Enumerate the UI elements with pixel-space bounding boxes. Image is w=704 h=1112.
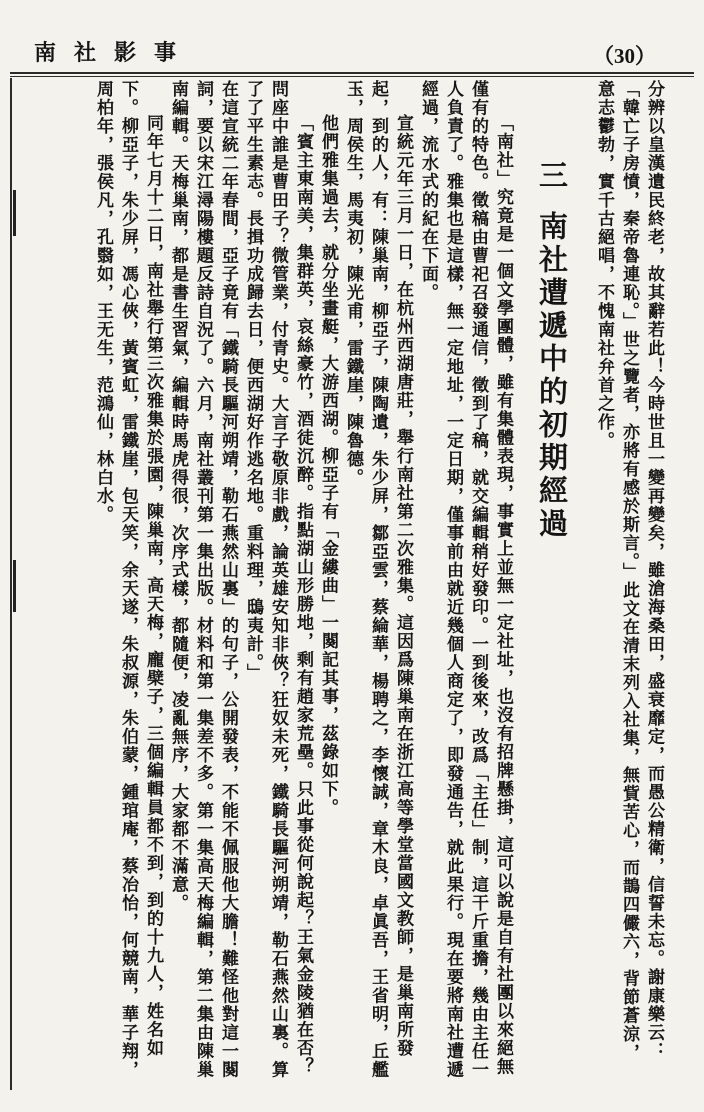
- running-header-title: 南社影事: [34, 40, 195, 66]
- left-border-rule: [10, 78, 12, 1090]
- top-border-rule-inner: [10, 76, 694, 77]
- body-paragraph: 他們雅集過去，就分坐畫艇，大游西湖。柳亞子有「金縷曲」一闋記其事，茲錄如下。: [318, 114, 338, 817]
- body-paragraph: 同年七月十二日，南社舉行第三次雅集於張園，陳巢南，高天梅，龐檗子，三個編輯員都不到，到的十九人，姓名如下。柳亞子，朱少屏，馮心俠，黃賓虹，雷鐵崖，包天笑，余天遂，朱叔源，朱伯蒙，鍾琯庵，蔡冶怡，何競南，華子翔，周柏年，張侯凡，孔翳如，王无生，范鴻仙，林白水。: [93, 80, 163, 1079]
- margin-mark: [13, 190, 16, 236]
- poem-paragraph: 「賓主東南美，集群英，哀絲豪竹，酒徒沉醉。指點湖山形勝地，剩有趙家荒壘。只此事從何說起？王氣金陵猶在否？問座中誰是曹田子？微管業，付青史。大言子敬原非戲，論英雄安知非俠？狂奴未死，鐵騎長驅河朔靖，勒石燕然山裏。算了了平生素志。長揖功成歸去日，便西湖好作逃名地。重料理，鴟夷計。」: [243, 80, 313, 1079]
- margin-mark: [13, 560, 16, 612]
- body-paragraph: 在這宣統二年春間，亞子竟有「鐵騎長驅河朔靖，勒石燕然山裏」的句子，公開發表，不能不佩服他大膽！難怪他對這一闋詞，要以宋江潯陽樓題反詩自況了。六月，南社叢刊第一集出版。材料和第一集差不多。第一集高天梅編輯，第二集由陳巢南編輯。天梅巢南，都是書生習氣，編輯時馬虎得很，次序式樣，都隨便，凌亂無序，大家都不滿意。: [168, 80, 238, 1079]
- section-heading: [535, 90, 569, 1070]
- intro-paragraph: 分辨以皇漢遺民終老，故其辭若此！今時世且一變再變矣，雖滄海桑田，盛衰靡定，而愚公精衛，信誓未忘。謝康樂云：「韓亡子房憤，秦帝魯連恥。」世之覽者，亦將有感於斯言。」此文在清末列入社集，無貲苦心，而鵲四儼六，背節蒼涼，意志鬱勃，實千古絕唱，不愧南社弁首之作。: [594, 80, 664, 1062]
- page-number: （30）: [593, 44, 656, 68]
- section-title: 南社遭遞中的初期經過: [535, 211, 569, 541]
- section-number: 三: [535, 160, 569, 193]
- top-border-rule: [10, 72, 694, 74]
- body-paragraph: 宣統元年三月一日，在杭州西湖唐莊，舉行南社第二次雅集。這因爲陳巢南在浙江高等學堂當國文教師，是巢南所發起，到的人，有：陳巢南，柳亞子，陳陶遺，朱少屏，鄒亞雲，蔡綸華，楊聘之，李懷誠，章木良，卓眞吾，王省明，丘艦玉，周侯生，馬夷初，陳光甫，雷鐵崖，陳魯德。: [343, 80, 413, 1079]
- article-body: [36, 80, 666, 1080]
- body-paragraph: 「南社」究竟是一個文學團體，雖有集體表現，事實上並無一定社址，也沒有招牌懸掛，這可以說是自有社團以來絕無僅有的特色。徵稿由曹祀召發通信，徵到了稿，就交編輯稍好發印。一到後來，改爲「主任」制，這干斤重擔，幾由主任一人負責了。雅集也是這樣，無一定地址，一定日期，僅事前由就近幾個人商定了，即發通告，就此果行。現在要將南社遭遞經過，流水式的紀在下面。: [418, 80, 513, 1079]
